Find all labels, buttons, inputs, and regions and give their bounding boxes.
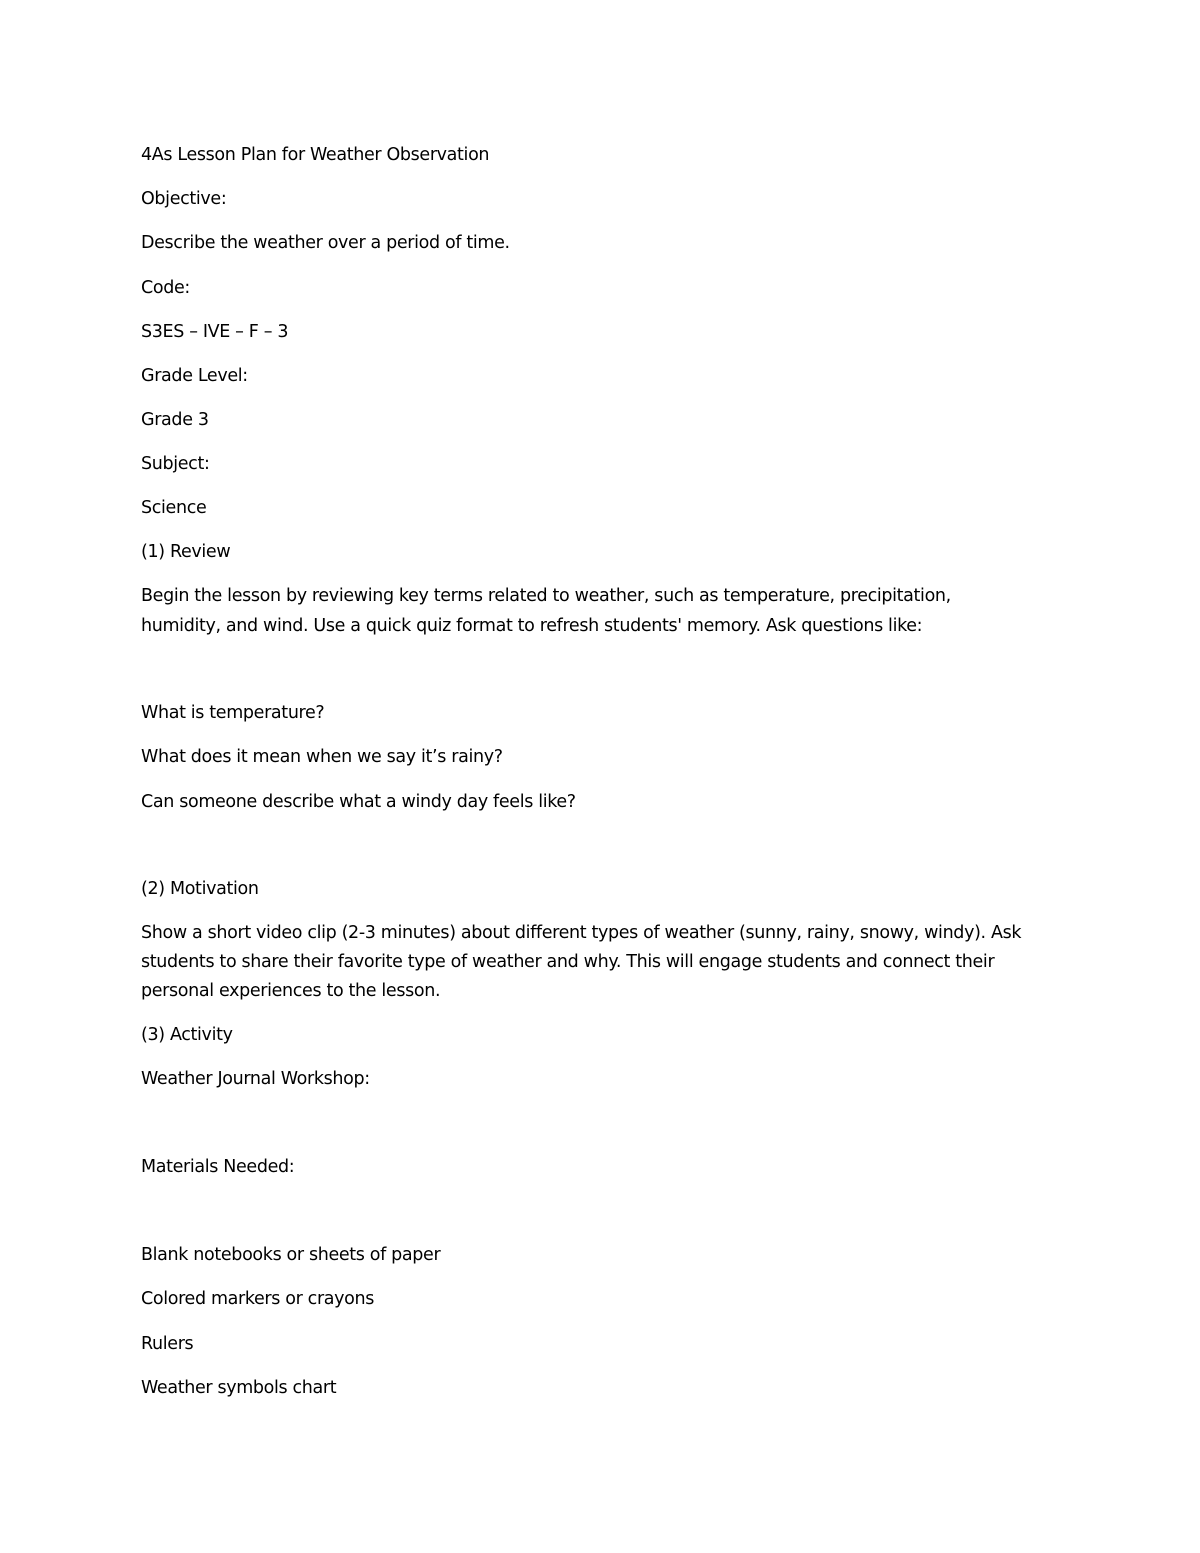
review-paragraph-line: Begin the lesson by reviewing key terms related to weather, such as temperature, precipitation, <box>141 586 951 606</box>
review-question: What is temperature? <box>141 703 325 723</box>
motivation-paragraph-line: Show a short video clip (2-3 minutes) about different types of weather (sunny, rainy, snowy, windy). Ask <box>141 923 1022 943</box>
review-question: What does it mean when we say it’s rainy? <box>141 747 503 767</box>
document-title: 4As Lesson Plan for Weather Observation <box>141 145 490 165</box>
objective-text: Describe the weather over a period of time. <box>141 233 510 253</box>
review-heading: (1) Review <box>141 542 231 562</box>
materials-item: Blank notebooks or sheets of paper <box>141 1245 441 1265</box>
motivation-paragraph-line: personal experiences to the lesson. <box>141 981 441 1001</box>
objective-label: Objective: <box>141 189 227 209</box>
materials-item: Rulers <box>141 1334 194 1354</box>
code-text: S3ES – IVE – F – 3 <box>141 322 289 342</box>
grade-level-label: Grade Level: <box>141 366 248 386</box>
grade-level-text: Grade 3 <box>141 410 209 430</box>
subject-text: Science <box>141 498 207 518</box>
activity-heading: (3) Activity <box>141 1025 233 1045</box>
motivation-heading: (2) Motivation <box>141 879 259 899</box>
review-paragraph-line: humidity, and wind. Use a quick quiz format to refresh students' memory. Ask questions like: <box>141 616 923 636</box>
subject-label: Subject: <box>141 454 210 474</box>
workshop-title: Weather Journal Workshop: <box>141 1069 370 1089</box>
motivation-paragraph-line: students to share their favorite type of weather and why. This will engage students and connect their <box>141 952 995 972</box>
materials-item: Colored markers or crayons <box>141 1289 375 1309</box>
materials-item: Weather symbols chart <box>141 1378 337 1398</box>
review-question: Can someone describe what a windy day feels like? <box>141 792 576 812</box>
code-label: Code: <box>141 278 190 298</box>
materials-label: Materials Needed: <box>141 1157 295 1177</box>
